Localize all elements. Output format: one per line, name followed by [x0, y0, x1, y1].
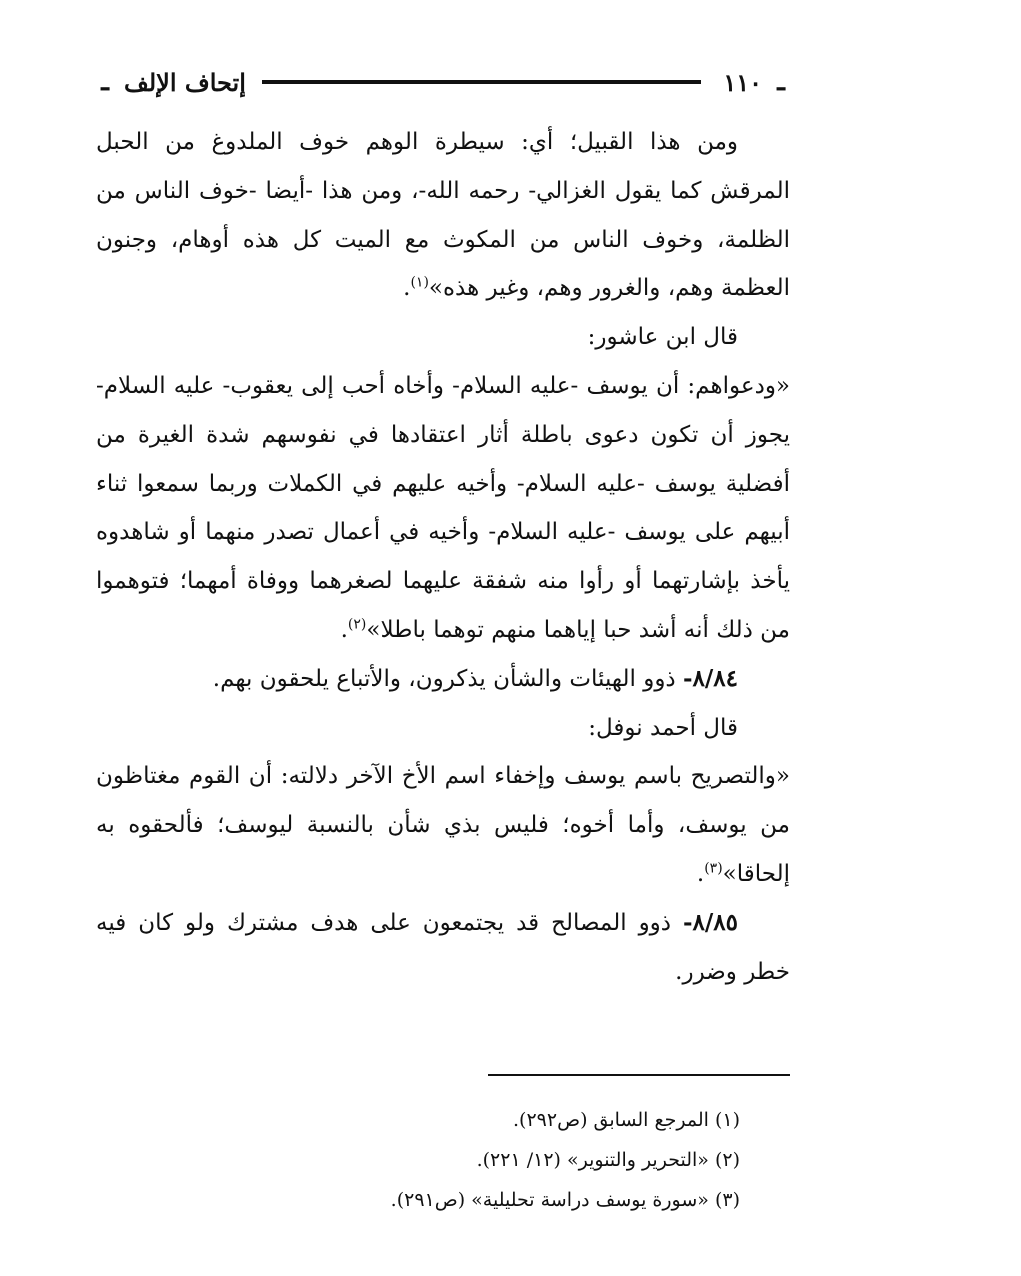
paragraph-end: .	[403, 275, 411, 302]
footnote-text: «التحرير والتنوير» (١٢/ ٢٢١).	[476, 1149, 709, 1171]
paragraph-text: «ودعواهم: أن يوسف -عليه السلام- وأخاه أحب إلى يعقوب- عليه السلام- يجوز أن تكون دعوى باطلة أثار اعتقادها في نفوسهم شدة الغيرة من أفضلية يوسف -عليه السلام- وأخيه عليهم في الكملات وربما سمعوا ثناء أبيهم على يوسف -عليه السلام- وأخيه في أعمال تصدر منهما أو شاهدوه يأخذ بإشارتهما أو رأوا منه شفقة عليهما لصغرهما ووفاة أمهما؛ فتوهموا من ذلك أنه أشد حبا إياهما منهم توهما باطلا»	[96, 372, 790, 643]
speaker-nawfal	[96, 704, 790, 753]
section-8-84	[96, 655, 790, 704]
footnotes	[200, 1100, 740, 1220]
footnote-3	[200, 1180, 740, 1220]
running-title: إتحاف الإلف	[124, 67, 246, 97]
paragraph-text: «والتصريح باسم يوسف وإخفاء اسم الأخ الآخر دلالته: أن القوم مغتاظون من يوسف، وأما أخوه؛ فليس بذي شأن بالنسبة ليوسف؛ فألحقوه به إلحاقا»	[96, 763, 790, 887]
speaker-label: قال أحمد نوفل:	[588, 714, 738, 741]
footnote-marker: (٢)	[714, 1149, 740, 1171]
paragraph-end: .	[696, 860, 705, 887]
page-number: ١١٠	[723, 67, 762, 97]
footnote-2	[200, 1140, 740, 1180]
paragraph-quote-ghazali	[96, 118, 790, 313]
main-text	[96, 118, 790, 996]
section-8-85	[96, 899, 790, 997]
section-text: ذوو الهيئات والشأن يذكرون، والأتباع يلحقون بهم.	[212, 665, 683, 692]
paragraph-quote-nawfal	[96, 752, 790, 898]
speaker-ibn-ashur	[96, 313, 790, 362]
footnote-marker: (٣)	[714, 1189, 740, 1211]
section-text: ذوو المصالح قد يجتمعون على هدف مشترك ولو كان فيه خطر وضرر.	[96, 909, 790, 985]
running-header	[96, 62, 790, 102]
section-number: ٨/٨٥-	[682, 908, 738, 936]
header-rule	[262, 80, 701, 84]
header-dash-right: ـ	[777, 67, 785, 97]
footnote-marker: (١)	[714, 1109, 740, 1131]
footnote-ref: (٢)	[347, 616, 367, 633]
footnote-ref: (٣)	[704, 860, 723, 877]
section-number: ٨/٨٤-	[682, 664, 738, 692]
paragraph-end: .	[340, 616, 348, 643]
footnote-text: المرجع السابق (ص٢٩٢).	[513, 1109, 709, 1131]
footnote-ref: (١)	[410, 274, 429, 291]
speaker-label: قال ابن عاشور:	[587, 324, 738, 351]
header-dash-left: ـ	[101, 67, 109, 97]
footnote-text: «سورة يوسف دراسة تحليلية» (ص٢٩١).	[390, 1189, 709, 1211]
footnote-separator	[488, 1074, 790, 1076]
footnote-1	[200, 1100, 740, 1140]
paragraph-quote-ibn-ashur	[96, 362, 790, 655]
paragraph-text: ومن هذا القبيل؛ أي: سيطرة الوهم خوف الملدوغ من الحبل المرقش كما يقول الغزالي- رحمه الله-، ومن هذا -أيضا -خوف الناس من الظلمة، وخوف الناس من المكوث مع الميت كل هذه أوهام، وجنون العظمة وهم، والغرور وهم، وغير هذه»	[96, 129, 790, 302]
